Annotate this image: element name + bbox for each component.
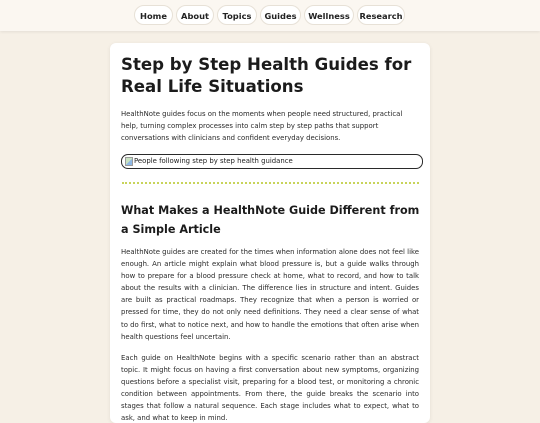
broken-image-icon	[125, 157, 133, 166]
body-paragraph: Each guide on HealthNote begins with a specific scenario rather than an abstract topic. It might focus on having a first conversation about new symptoms, organizing questions before a specialist visit, preparing for a blood test, or monitoring a chronic condition between appointments. From there, the guide breaks the scenario into stages that follow a natural sequence. Each stage includes what to expect, what to ask, and what to keep in mind.	[121, 354, 419, 423]
nav-guides-link[interactable]: Guides	[260, 5, 301, 25]
nav-home-link[interactable]: Home	[134, 5, 173, 25]
nav-research-link[interactable]: Research	[357, 5, 405, 25]
nav-wellness-link[interactable]: Wellness	[304, 5, 354, 25]
nav-about-link[interactable]: About	[176, 5, 214, 25]
dotted-divider	[122, 182, 419, 184]
page-title: Step by Step Health Guides for Real Life Situations	[121, 55, 412, 96]
nav-topics-link[interactable]: Topics	[217, 5, 257, 25]
article-card	[110, 43, 430, 423]
top-navigation	[0, 0, 540, 31]
body-paragraph: HealthNote guides are created for the times when information alone does not feel like enough. An article might explain what blood pressure is, but a guide walks through how to prepare for a blood pressure check at home, what to record, and how to talk about the results with a clinician. The difference lies in structure and intent. Guides are built as practical roadmaps. They recognize that when a person is worried or pressed for time, they do not only need definitions. They need a clear sense of what to do first, what to notice next, and how to handle the emotions that often arise when health questions feel uncertain.	[121, 248, 419, 341]
section-heading: What Makes a HealthNote Guide Different from a Simple Article	[121, 204, 420, 236]
article-image-placeholder	[121, 154, 423, 169]
intro-paragraph: HealthNote guides focus on the moments when people need structured, practical help, turning complex processes into calm step by step paths that support conversations with clinicians and confident everyday decisions.	[121, 110, 403, 143]
image-alt-text: People following step by step health guidance	[134, 157, 293, 165]
